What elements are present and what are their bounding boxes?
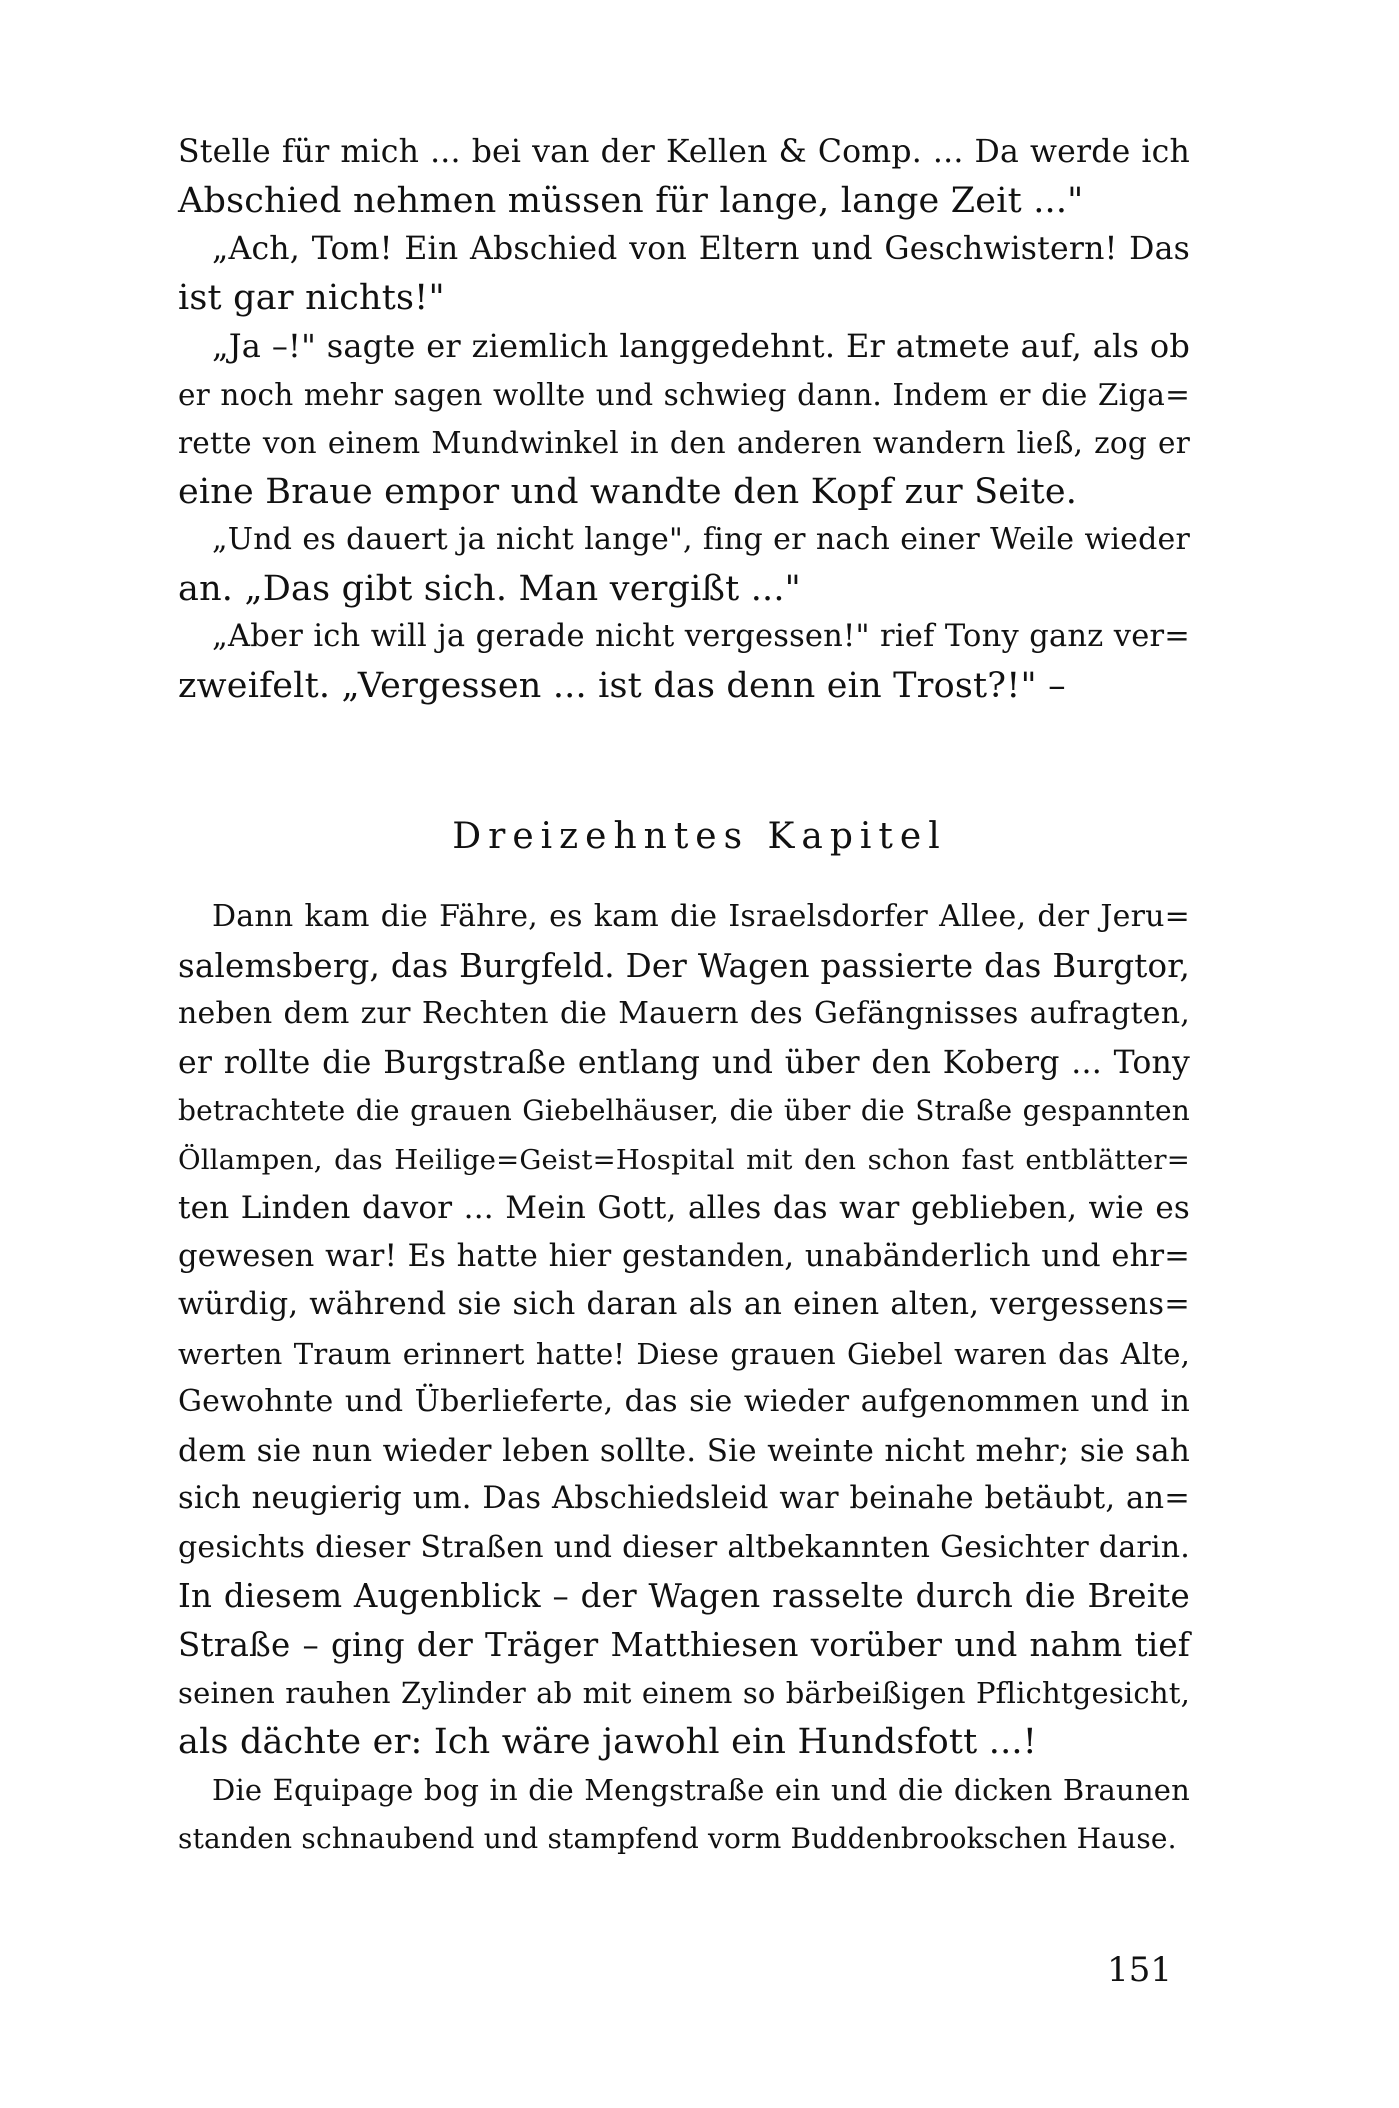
text-line: er rollte die Burgstraße entlang und über den Koberg ... Tony: [178, 1044, 1190, 1081]
text-line: dem sie nun wieder leben sollte. Sie weinte nicht mehr; sie sah: [178, 1432, 1190, 1469]
text-line: Stelle für mich ... bei van der Kellen & Comp. ... Da werde ich: [178, 134, 1190, 170]
text-line: seinen rauhen Zylinder ab mit einem so bärbeißigen Pflichtgesicht,: [178, 1676, 1190, 1710]
text-line: betrachtete die grauen Giebelhäuser, die über die Straße gespannten: [178, 1094, 1190, 1127]
page-number: 151: [1107, 1950, 1172, 1990]
text-line: Dann kam die Fähre, es kam die Israelsdorfer Allee, der Jeru=: [212, 899, 1190, 934]
text-line: als dächte er: Ich wäre jawohl ein Hundsfott ...!: [178, 1721, 1037, 1762]
text-line: Gewohnte und Überlieferte, das sie wieder aufgenommen und in: [178, 1384, 1190, 1419]
text-line: „Und es dauert ja nicht lange", fing er nach einer Weile wieder: [212, 522, 1190, 557]
text-line: „Aber ich will ja gerade nicht vergessen!" rief Tony ganz ver=: [212, 619, 1190, 654]
text-line: eine Braue empor und wandte den Kopf zur Seite.: [178, 471, 1078, 512]
text-line: zweifelt. „Vergessen ... ist das denn ein Trost?!" –: [178, 665, 1066, 706]
dialogue-section: [178, 128, 1190, 710]
text-line: gewesen war! Es hatte hier gestanden, unabänderlich und ehr=: [178, 1238, 1190, 1274]
text-line: „Ja –!" sagte er ziemlich langgedehnt. Er atmete auf, als ob: [212, 327, 1190, 365]
text-line: Abschied nehmen müssen für lange, lange Zeit ...": [178, 180, 1084, 221]
text-line: ist gar nichts!": [178, 277, 445, 318]
text-line: neben dem zur Rechten die Mauern des Gefängnisses aufragten,: [178, 996, 1190, 1031]
text-line: werten Traum erinnert hatte! Diese grauen Giebel waren das Alte,: [178, 1336, 1190, 1371]
text-line: „Ach, Tom! Ein Abschied von Eltern und Geschwistern! Das: [212, 231, 1190, 267]
text-line: würdig, während sie sich daran als an einen alten, vergessens=: [178, 1287, 1190, 1322]
text-line: Öllampen, das Heilige=Geist=Hospital mit den schon fast entblätter=: [178, 1143, 1190, 1176]
text-line: an. „Das gibt sich. Man vergißt ...": [178, 568, 801, 609]
text-line: gesichts dieser Straßen und dieser altbekannten Gesichter darin.: [178, 1529, 1190, 1565]
text-line: er noch mehr sagen wollte und schwieg dann. Indem er die Ziga=: [178, 377, 1190, 412]
chapter-heading: Dreizehntes Kapitel: [452, 816, 947, 857]
text-line: rette von einem Mundwinkel in den anderen wandern ließ, zog er: [178, 426, 1190, 460]
text-line: standen schnaubend und stampfend vorm Buddenbrookschen Hause.: [178, 1821, 1177, 1855]
text-line: salemsberg, das Burgfeld. Der Wagen passierte das Burgtor,: [178, 946, 1190, 985]
chapter-body: [178, 893, 1190, 1863]
text-line: Die Equipage bog in die Mengstraße ein und die dicken Braunen: [212, 1773, 1190, 1807]
text-line: In diesem Augenblick – der Wagen rasselte durch die Breite: [178, 1577, 1190, 1615]
text-line: sich neugierig um. Das Abschiedsleid war beinahe betäubt, an=: [178, 1481, 1190, 1516]
text-line: Straße – ging der Träger Matthiesen vorüber und nahm tief: [178, 1625, 1190, 1664]
text-line: ten Linden davor ... Mein Gott, alles das war geblieben, wie es: [178, 1190, 1190, 1226]
